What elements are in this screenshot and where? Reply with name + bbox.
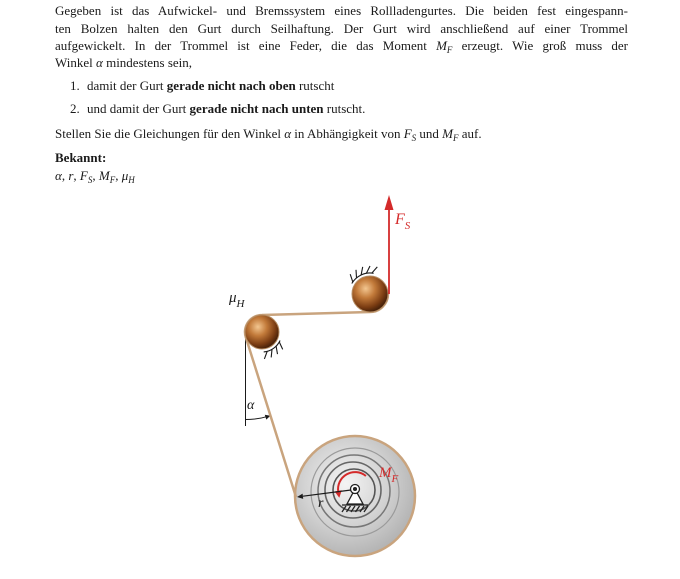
intro-line-2-text: ten Bolzen halten den Gurt durch Seilhaftung. Der Gurt wird anschließend auf einer Trommel xyxy=(55,21,628,36)
task-middle-1: in Abhängigkeit von xyxy=(294,126,401,141)
task-force-sub: S xyxy=(411,133,417,143)
radius-label xyxy=(318,497,323,511)
known-moment-base: M xyxy=(98,168,110,183)
known-friction-sub: H xyxy=(128,175,135,185)
angle-label-text: α xyxy=(247,398,255,413)
force-label-sub: S xyxy=(404,220,411,232)
moment-symbol-sub: F xyxy=(446,45,453,55)
known-friction-base: μ xyxy=(121,168,129,183)
known-moment-sub: F xyxy=(109,175,116,185)
intro-line-3-end: erzeugt. Wie groß muss der xyxy=(461,38,629,53)
question-1-after: rutscht xyxy=(298,78,335,93)
task-after: auf. xyxy=(461,126,482,141)
friction-label-base: μ xyxy=(229,290,237,306)
question-2-before: und damit der Gurt xyxy=(87,101,187,116)
force-label xyxy=(395,211,411,232)
question-1-number: 1. xyxy=(70,78,80,93)
intro-line-4-end: mindestens sein, xyxy=(106,55,193,70)
known-sep-4: , xyxy=(115,168,119,183)
known-sep-1: , xyxy=(61,168,66,183)
known-force-base: F xyxy=(79,168,88,183)
question-1-before: damit der Gurt xyxy=(87,78,164,93)
upper-bolt xyxy=(352,276,388,312)
angle-label xyxy=(247,399,254,413)
moment-label-sub: F xyxy=(391,473,399,485)
known-r: r xyxy=(68,168,74,183)
task-moment-base: M xyxy=(442,126,454,141)
moment-label-base: M xyxy=(379,465,392,481)
question-2-number: 2. xyxy=(70,101,80,116)
moment-symbol-base: M xyxy=(436,38,447,53)
known-alpha: α xyxy=(55,168,62,183)
friction-label-sub: H xyxy=(236,298,245,310)
task-alpha: α xyxy=(284,126,292,141)
alpha-symbol: α xyxy=(96,55,103,70)
force-label-base: F xyxy=(395,211,405,228)
known-sep-3: , xyxy=(92,168,96,183)
intro-line-3-start: aufgewickelt. In der Trommel ist eine Feder, die das Moment xyxy=(55,38,427,53)
task-force-base: F xyxy=(403,126,412,141)
intro-line-4-start: Winkel xyxy=(55,55,93,70)
task-middle-2: und xyxy=(419,126,439,141)
question-2-emphasis: gerade nicht nach unten xyxy=(189,101,324,116)
moment-label xyxy=(379,465,399,485)
force-arrowhead xyxy=(385,195,394,210)
task-before: Stellen Sie die Gleichungen für den Winkel xyxy=(55,126,281,141)
radius-label-text: r xyxy=(318,496,324,511)
known-sep-2: , xyxy=(73,168,77,183)
question-1-emphasis: gerade nicht nach oben xyxy=(166,78,296,93)
question-2-after: rutscht. xyxy=(326,101,366,116)
known-heading-text: Bekannt: xyxy=(55,150,107,165)
intro-line-1-text: Gegeben ist das Aufwickel- und Bremssystem eines Rollladengurtes. Die beiden fest eingespann- xyxy=(55,3,628,18)
task-moment-sub: F xyxy=(453,133,459,143)
lower-bolt xyxy=(245,315,279,349)
known-force-sub: S xyxy=(87,175,93,185)
friction-label xyxy=(229,290,245,310)
